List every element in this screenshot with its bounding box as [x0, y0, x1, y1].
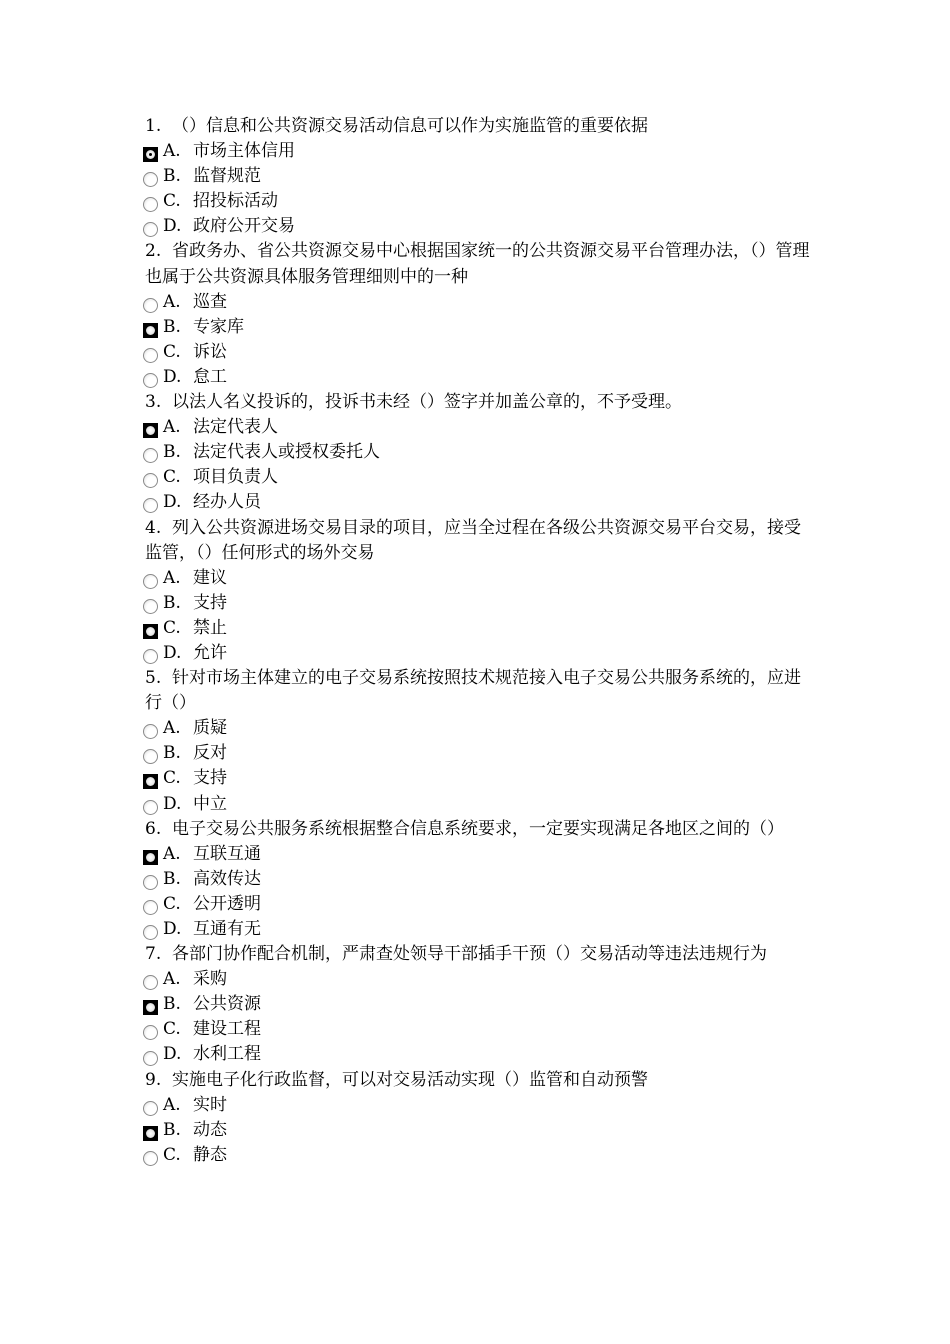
question-number: 7.	[145, 944, 162, 965]
answer-option[interactable]	[143, 616, 815, 641]
question-number: 1.	[145, 116, 162, 136]
answer-option[interactable]	[143, 340, 815, 365]
question-number: 2.	[145, 241, 162, 262]
option-letter: D.	[163, 216, 182, 237]
option-letter: B.	[163, 1119, 181, 1140]
radio-checked-icon[interactable]	[143, 1000, 158, 1015]
radio-checked-icon[interactable]	[143, 147, 158, 162]
question-block	[145, 390, 815, 515]
option-letter: D.	[163, 919, 182, 939]
question-block	[145, 516, 815, 667]
option-letter: B.	[163, 743, 181, 764]
question-stem: 列入公共资源进场交易目录的项目，应当全过程在各级公共资源交易平台交易，接受监管，（）任何形式的场外交易	[145, 517, 802, 563]
answer-option[interactable]	[143, 1143, 815, 1168]
option-text: 支持	[193, 592, 227, 613]
option-text: 采购	[193, 969, 227, 990]
radio-unchecked-icon[interactable]	[143, 1151, 158, 1166]
radio-unchecked-icon[interactable]	[143, 599, 158, 614]
answer-option[interactable]	[143, 566, 815, 591]
radio-unchecked-icon[interactable]	[143, 473, 158, 488]
option-text: 质疑	[193, 718, 227, 739]
option-letter: C.	[163, 191, 181, 212]
question-text	[145, 239, 815, 289]
question-text	[145, 1068, 815, 1093]
option-letter: A.	[163, 718, 181, 739]
question-number: 9.	[145, 1069, 162, 1090]
answer-option[interactable]	[143, 139, 815, 164]
option-letter: A.	[163, 1094, 181, 1115]
radio-checked-icon[interactable]	[143, 774, 158, 789]
option-text: 法定代表人或授权委托人	[193, 442, 380, 463]
question-text	[145, 666, 815, 716]
option-letter: C.	[163, 341, 181, 362]
option-letter: D.	[163, 793, 182, 814]
radio-checked-icon[interactable]	[143, 624, 158, 639]
question-text	[145, 390, 815, 415]
option-text: 专家库	[193, 316, 244, 337]
radio-unchecked-icon[interactable]	[143, 1101, 158, 1116]
option-letter: A.	[163, 141, 181, 162]
question-number: 4.	[145, 517, 162, 538]
radio-unchecked-icon[interactable]	[143, 800, 158, 815]
radio-unchecked-icon[interactable]	[143, 975, 158, 990]
quiz-document	[145, 114, 815, 1168]
radio-checked-icon[interactable]	[143, 323, 158, 338]
question-stem: （）信息和公共资源交易活动信息可以作为实施监管的重要依据	[172, 116, 649, 136]
answer-option[interactable]	[143, 365, 815, 390]
option-text: 互通有无	[193, 919, 261, 939]
option-text: 政府公开交易	[193, 216, 295, 237]
answer-option[interactable]	[143, 1093, 815, 1118]
question-stem: 电子交易公共服务系统根据整合信息系统要求，一定要实现满足各地区之间的（）	[172, 818, 785, 839]
radio-unchecked-icon[interactable]	[143, 498, 158, 513]
question-stem: 以法人名义投诉的，投诉书未经（）签字并加盖公章的，不予受理。	[172, 392, 683, 413]
question-block	[145, 239, 815, 390]
radio-unchecked-icon[interactable]	[143, 172, 158, 187]
option-letter: D.	[163, 492, 182, 513]
option-text: 允许	[193, 642, 227, 663]
radio-unchecked-icon[interactable]	[143, 1051, 158, 1066]
option-letter: C.	[163, 893, 181, 914]
option-text: 经办人员	[193, 492, 261, 513]
answer-option[interactable]	[143, 792, 815, 817]
radio-unchecked-icon[interactable]	[143, 373, 158, 388]
question-stem: 针对市场主体建立的电子交易系统按照技术规范接入电子交易公共服务系统的，应进行（）	[145, 668, 802, 714]
answer-option[interactable]	[143, 892, 815, 917]
option-text: 招投标活动	[193, 191, 278, 212]
answer-option[interactable]	[143, 1042, 815, 1067]
option-letter: A.	[163, 291, 181, 312]
radio-unchecked-icon[interactable]	[143, 1025, 158, 1040]
radio-unchecked-icon[interactable]	[143, 574, 158, 589]
question-block	[145, 942, 815, 1067]
answer-option[interactable]	[143, 842, 815, 867]
answer-option[interactable]	[143, 992, 815, 1017]
radio-unchecked-icon[interactable]	[143, 222, 158, 237]
answer-option[interactable]	[143, 440, 815, 465]
option-letter: B.	[163, 994, 181, 1015]
option-text: 诉讼	[193, 341, 227, 362]
option-text: 建设工程	[193, 1019, 261, 1040]
radio-unchecked-icon[interactable]	[143, 649, 158, 664]
option-text: 公开透明	[193, 893, 261, 914]
radio-unchecked-icon[interactable]	[143, 925, 158, 940]
question-number: 3.	[145, 392, 162, 413]
radio-unchecked-icon[interactable]	[143, 724, 158, 739]
option-text: 项目负责人	[193, 467, 278, 488]
radio-checked-icon[interactable]	[143, 850, 158, 865]
radio-unchecked-icon[interactable]	[143, 875, 158, 890]
question-stem: 实施电子化行政监督，可以对交易活动实现（）监管和自动预警	[172, 1069, 649, 1090]
option-text: 市场主体信用	[193, 141, 295, 162]
option-letter: C.	[163, 768, 181, 789]
answer-option[interactable]	[143, 967, 815, 992]
answer-option[interactable]	[143, 214, 815, 239]
answer-option[interactable]	[143, 766, 815, 791]
option-text: 法定代表人	[193, 417, 278, 438]
radio-unchecked-icon[interactable]	[143, 900, 158, 915]
option-text: 中立	[193, 793, 227, 814]
answer-option[interactable]	[143, 465, 815, 490]
question-block	[145, 666, 815, 817]
option-text: 巡查	[193, 291, 227, 312]
option-letter: C.	[163, 1019, 181, 1040]
option-text: 实时	[193, 1094, 227, 1115]
question-block	[145, 114, 815, 239]
answer-option[interactable]	[143, 415, 815, 440]
question-text	[145, 817, 815, 842]
option-letter: A.	[163, 843, 181, 864]
option-text: 禁止	[193, 617, 227, 638]
answer-option[interactable]	[143, 315, 815, 340]
option-letter: B.	[163, 316, 181, 337]
answer-option[interactable]	[143, 189, 815, 214]
question-block	[145, 817, 815, 942]
question-number: 6.	[145, 818, 162, 839]
option-text: 支持	[193, 768, 227, 789]
radio-unchecked-icon[interactable]	[143, 448, 158, 463]
option-letter: D.	[163, 642, 182, 663]
answer-option[interactable]	[143, 741, 815, 766]
radio-unchecked-icon[interactable]	[143, 348, 158, 363]
option-text: 静态	[193, 1144, 227, 1165]
answer-option[interactable]	[143, 716, 815, 741]
option-text: 怠工	[193, 366, 227, 387]
question-text	[145, 516, 815, 566]
radio-unchecked-icon[interactable]	[143, 749, 158, 764]
option-text: 高效传达	[193, 868, 261, 889]
answer-option[interactable]	[143, 290, 815, 315]
answer-option[interactable]	[143, 164, 815, 189]
option-letter: A.	[163, 417, 181, 438]
option-text: 互联互通	[193, 843, 261, 864]
question-text	[145, 942, 815, 967]
option-letter: B.	[163, 166, 181, 187]
option-letter: D.	[163, 366, 182, 387]
question-stem: 省政务办、省公共资源交易中心根据国家统一的公共资源交易平台管理办法，（）管理也属于公共资源具体服务管理细则中的一种	[145, 241, 810, 287]
option-letter: A.	[163, 969, 181, 990]
option-text: 监督规范	[193, 166, 261, 187]
answer-option[interactable]	[143, 1118, 815, 1143]
question-text	[145, 114, 815, 139]
option-letter: D.	[163, 1044, 182, 1065]
answer-option[interactable]	[143, 591, 815, 616]
answer-option[interactable]	[143, 867, 815, 892]
option-letter: B.	[163, 868, 181, 889]
option-text: 反对	[193, 743, 227, 764]
option-text: 动态	[193, 1119, 227, 1140]
option-text: 建议	[193, 567, 227, 588]
option-text: 水利工程	[193, 1044, 261, 1065]
radio-checked-icon[interactable]	[143, 1126, 158, 1141]
answer-option[interactable]	[143, 917, 815, 942]
option-text: 公共资源	[193, 994, 261, 1015]
question-number: 5.	[145, 668, 162, 689]
radio-unchecked-icon[interactable]	[143, 197, 158, 212]
answer-option[interactable]	[143, 641, 815, 666]
question-block	[145, 1068, 815, 1168]
option-letter: B.	[163, 592, 181, 613]
option-letter: C.	[163, 1144, 181, 1165]
question-stem: 各部门协作配合机制，严肃查处领导干部插手干预（）交易活动等违法违规行为	[172, 944, 768, 965]
radio-checked-icon[interactable]	[143, 423, 158, 438]
answer-option[interactable]	[143, 1017, 815, 1042]
option-letter: B.	[163, 442, 181, 463]
option-letter: A.	[163, 567, 181, 588]
radio-unchecked-icon[interactable]	[143, 298, 158, 313]
option-letter: C.	[163, 617, 181, 638]
option-letter: C.	[163, 467, 181, 488]
answer-option[interactable]	[143, 490, 815, 515]
